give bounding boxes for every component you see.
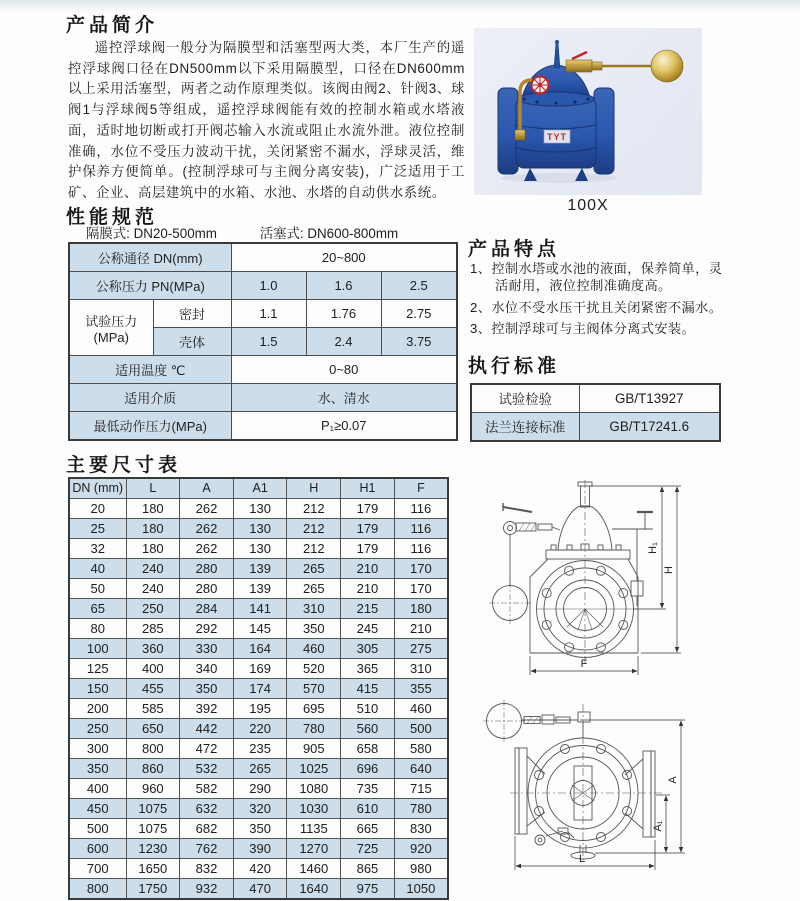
table-cell: 290 — [233, 779, 287, 799]
table-row — [69, 272, 457, 300]
table-cell: 510 — [341, 699, 395, 719]
table-cell: 696 — [341, 759, 395, 779]
table-row — [69, 579, 448, 599]
dim-label-l: L — [578, 853, 586, 865]
brand-label: TYT — [547, 132, 567, 142]
spec-value: 3.75 — [381, 328, 457, 356]
table-row — [69, 243, 457, 272]
table-cell: 682 — [180, 819, 234, 839]
table-cell: 210 — [341, 579, 395, 599]
table-row — [69, 679, 448, 699]
table-cell: 235 — [233, 739, 287, 759]
table-cell: 212 — [287, 519, 341, 539]
table-row — [69, 719, 448, 739]
table-cell: 65 — [69, 599, 126, 619]
table-cell: 340 — [180, 659, 234, 679]
photo-caption: 100X — [567, 197, 609, 214]
table-cell: 1270 — [287, 839, 341, 859]
table-cell: 650 — [126, 719, 180, 739]
table-cell: 640 — [394, 759, 448, 779]
table-cell: 262 — [180, 539, 234, 559]
table-row — [69, 519, 448, 539]
table-cell: 735 — [341, 779, 395, 799]
table-cell: 780 — [287, 719, 341, 739]
spec-label: 试验压力 (MPa) — [69, 300, 153, 356]
table-cell: 570 — [287, 679, 341, 699]
table-cell: 350 — [69, 759, 126, 779]
table-row — [69, 300, 457, 328]
column-header: F — [394, 478, 448, 499]
table-row — [69, 559, 448, 579]
table-cell: 390 — [233, 839, 287, 859]
table-cell: 1080 — [287, 779, 341, 799]
table-cell: 1640 — [287, 879, 341, 900]
table-cell: 130 — [233, 519, 287, 539]
table-cell: 179 — [341, 539, 395, 559]
table-cell: 1030 — [287, 799, 341, 819]
intro-paragraph: 遥控浮球阀一般分为隔膜型和活塞型两大类，本厂生产的遥控浮球阀口径在DN500mm以下采用隔膜型，口径在DN600mm以上采用活塞型，两者之动作原理类似。该阀由阀2、针阀3、球阀1与浮球阀5等组成，遥控浮球阀能有效的控制水箱或水塔液面，适时地切断或打开阀芯输入水流或阻止水流外泄。液位控制准确，水位不受压力波动干扰，关闭紧密不漏水，浮球灵活，维护保养方便简单。(控制浮球可与主阀分离安装)，广泛适用于工矿、企业、高层建筑中的水箱、水池、水塔的自动供水系统。 — [68, 40, 465, 200]
table-cell: 145 — [233, 619, 287, 639]
table-row — [69, 699, 448, 719]
table-row — [69, 539, 448, 559]
table-cell: 1750 — [126, 879, 180, 900]
table-cell: 1075 — [126, 819, 180, 839]
standard-value: GB/T17241.6 — [579, 413, 720, 442]
table-cell: 1460 — [287, 859, 341, 879]
table-cell: 280 — [180, 579, 234, 599]
spec-label: 公称通径 DN(mm) — [69, 243, 231, 272]
product-photo — [474, 28, 702, 195]
table-cell: 305 — [341, 639, 395, 659]
table-row — [69, 659, 448, 679]
table-cell: 980 — [394, 859, 448, 879]
dim-label-f: F — [580, 658, 588, 670]
table-cell: 580 — [394, 739, 448, 759]
spec-sublabel: 壳体 — [153, 328, 231, 356]
table-cell: 725 — [341, 839, 395, 859]
table-cell: 320 — [233, 799, 287, 819]
spec-value: 1.5 — [231, 328, 306, 356]
table-cell: 170 — [394, 579, 448, 599]
table-cell: 240 — [126, 579, 180, 599]
table-cell: 415 — [341, 679, 395, 699]
spec-value: 0~80 — [231, 356, 457, 384]
table-cell: 139 — [233, 559, 287, 579]
table-cell: 285 — [126, 619, 180, 639]
table-cell: 50 — [69, 579, 126, 599]
table-row — [69, 859, 448, 879]
table-cell: 600 — [69, 839, 126, 859]
table-cell: 532 — [180, 759, 234, 779]
table-cell: 500 — [69, 819, 126, 839]
column-header: H — [287, 478, 341, 499]
spec-value: 1.76 — [306, 300, 381, 328]
table-cell: 125 — [69, 659, 126, 679]
table-cell: 800 — [126, 739, 180, 759]
table-cell: 200 — [69, 699, 126, 719]
table-cell: 472 — [180, 739, 234, 759]
table-cell: 40 — [69, 559, 126, 579]
table-cell: 460 — [394, 699, 448, 719]
spec-value: 2.5 — [381, 272, 457, 300]
table-cell: 450 — [69, 799, 126, 819]
table-row — [69, 499, 448, 519]
spec-label: 公称压力 PN(MPa) — [69, 272, 231, 300]
table-row — [69, 739, 448, 759]
table-row — [69, 819, 448, 839]
table-cell: 130 — [233, 539, 287, 559]
table-cell: 179 — [341, 499, 395, 519]
table-cell: 240 — [126, 559, 180, 579]
table-cell: 715 — [394, 779, 448, 799]
table-cell: 212 — [287, 499, 341, 519]
spec-value: 2.75 — [381, 300, 457, 328]
table-cell: 695 — [287, 699, 341, 719]
table-cell: 610 — [341, 799, 395, 819]
table-cell: 455 — [126, 679, 180, 699]
spec-value: 1.6 — [306, 272, 381, 300]
table-cell: 265 — [287, 579, 341, 599]
table-row — [69, 639, 448, 659]
table-row — [69, 779, 448, 799]
table-cell: 932 — [180, 879, 234, 900]
table-cell: 212 — [287, 539, 341, 559]
dim-label-h: H — [663, 566, 675, 574]
table-cell: 265 — [233, 759, 287, 779]
table-cell: 180 — [126, 539, 180, 559]
table-cell: 139 — [233, 579, 287, 599]
table-cell: 275 — [394, 639, 448, 659]
table-cell: 762 — [180, 839, 234, 859]
table-cell: 330 — [180, 639, 234, 659]
table-cell: 920 — [394, 839, 448, 859]
spec-value: 1.0 — [231, 272, 306, 300]
spec-table — [68, 242, 458, 441]
standards-body — [471, 384, 720, 441]
table-cell: 355 — [394, 679, 448, 699]
column-header: L — [126, 478, 180, 499]
table-cell: 174 — [233, 679, 287, 699]
table-cell: 700 — [69, 859, 126, 879]
table-cell: 170 — [394, 559, 448, 579]
table-cell: 210 — [341, 559, 395, 579]
spec-sublabel: 密封 — [153, 300, 231, 328]
table-cell: 470 — [233, 879, 287, 900]
table-cell: 800 — [69, 879, 126, 900]
table-cell: 280 — [180, 559, 234, 579]
table-cell: 780 — [394, 799, 448, 819]
standard-label: 法兰连接标准 — [471, 413, 579, 442]
table-row — [69, 412, 457, 441]
table-header-row — [69, 478, 448, 499]
table-cell: 442 — [180, 719, 234, 739]
table-cell: 1050 — [394, 879, 448, 900]
table-cell: 658 — [341, 739, 395, 759]
features-list — [470, 261, 728, 343]
table-cell: 100 — [69, 639, 126, 659]
table-cell: 164 — [233, 639, 287, 659]
table-cell: 292 — [180, 619, 234, 639]
column-header: A1 — [233, 478, 287, 499]
table-row — [471, 413, 720, 442]
table-row — [69, 799, 448, 819]
top-view-drawing — [468, 690, 800, 901]
spec-value: 20~800 — [231, 243, 457, 272]
table-cell: 180 — [126, 519, 180, 539]
table-cell: 310 — [394, 659, 448, 679]
table-row — [69, 384, 457, 412]
table-cell: 180 — [394, 599, 448, 619]
table-cell: 365 — [341, 659, 395, 679]
table-cell: 215 — [341, 599, 395, 619]
table-cell: 116 — [394, 519, 448, 539]
table-row — [69, 839, 448, 859]
table-cell: 250 — [126, 599, 180, 619]
table-cell: 130 — [233, 499, 287, 519]
table-cell: 860 — [126, 759, 180, 779]
spec-type-diaphragm: 隔膜式: DN20-500mm — [86, 226, 217, 241]
table-cell: 360 — [126, 639, 180, 659]
table-cell: 500 — [394, 719, 448, 739]
table-cell: 180 — [126, 499, 180, 519]
spec-label: 最低动作压力(MPa) — [69, 412, 231, 441]
table-cell: 400 — [126, 659, 180, 679]
dim-label-a1: A₁ — [652, 820, 664, 832]
table-cell: 400 — [69, 779, 126, 799]
features-title: 产品特点 — [468, 239, 561, 260]
spec-value: 水、清水 — [231, 384, 457, 412]
table-cell: 960 — [126, 779, 180, 799]
table-row — [69, 599, 448, 619]
table-cell: 1025 — [287, 759, 341, 779]
table-cell: 350 — [233, 819, 287, 839]
table-cell: 460 — [287, 639, 341, 659]
table-row — [69, 879, 448, 900]
spec-value: 2.4 — [306, 328, 381, 356]
table-cell: 392 — [180, 699, 234, 719]
specs-title: 性能规范 — [66, 207, 159, 228]
table-cell: 262 — [180, 499, 234, 519]
intro-title: 产品简介 — [66, 15, 159, 36]
table-cell: 865 — [341, 859, 395, 879]
table-cell: 20 — [69, 499, 126, 519]
table-cell: 141 — [233, 599, 287, 619]
table-cell: 284 — [180, 599, 234, 619]
table-cell: 350 — [287, 619, 341, 639]
table-cell: 1135 — [287, 819, 341, 839]
table-cell: 262 — [180, 519, 234, 539]
table-cell: 265 — [287, 559, 341, 579]
table-cell: 520 — [287, 659, 341, 679]
table-cell: 80 — [69, 619, 126, 639]
table-cell: 632 — [180, 799, 234, 819]
table-cell: 975 — [341, 879, 395, 900]
standards-title: 执行标准 — [468, 356, 561, 377]
dim-label-h1: H₁ — [647, 542, 659, 554]
spec-value: P₁≥0.07 — [231, 412, 457, 441]
table-cell: 832 — [180, 859, 234, 879]
spec-subtitle — [86, 223, 398, 242]
feature-item: 3、控制浮球可与主阀体分离式安装。 — [470, 321, 696, 337]
dim-label-a: A — [667, 776, 679, 784]
table-cell: 560 — [341, 719, 395, 739]
table-cell: 150 — [69, 679, 126, 699]
standards-table — [470, 383, 721, 442]
table-cell: 245 — [341, 619, 395, 639]
spec-value: 1.1 — [231, 300, 306, 328]
table-cell: 250 — [69, 719, 126, 739]
dimensions-body — [69, 499, 448, 900]
feature-item: 1、控制水塔或水池的液面，保养简单，灵活耐用，液位控制准确度高。 — [470, 261, 723, 293]
table-cell: 25 — [69, 519, 126, 539]
valve-photo-illustration — [474, 28, 702, 195]
table-cell: 116 — [394, 499, 448, 519]
table-cell: 210 — [394, 619, 448, 639]
table-cell: 195 — [233, 699, 287, 719]
table-cell: 830 — [394, 819, 448, 839]
table-cell: 116 — [394, 539, 448, 559]
spec-label: 适用介质 — [69, 384, 231, 412]
table-cell: 1650 — [126, 859, 180, 879]
dimensions-title: 主要尺寸表 — [66, 455, 182, 476]
table-cell: 582 — [180, 779, 234, 799]
feature-item: 2、水位不受水压干扰且关闭紧密不漏水。 — [470, 299, 723, 315]
table-cell: 420 — [233, 859, 287, 879]
table-cell: 905 — [287, 739, 341, 759]
table-cell: 1230 — [126, 839, 180, 859]
dimensions-table — [68, 477, 449, 900]
spec-type-piston: 活塞式: DN600-800mm — [259, 226, 399, 241]
table-row — [69, 356, 457, 384]
float-ball — [651, 50, 683, 82]
table-cell: 32 — [69, 539, 126, 559]
table-cell: 585 — [126, 699, 180, 719]
table-row — [69, 759, 448, 779]
standard-value: GB/T13927 — [579, 384, 720, 413]
table-cell: 169 — [233, 659, 287, 679]
column-header: A — [180, 478, 234, 499]
spec-label: 适用温度 ℃ — [69, 356, 231, 384]
table-cell: 350 — [180, 679, 234, 699]
column-header: DN (mm) — [69, 478, 126, 499]
table-cell: 220 — [233, 719, 287, 739]
column-header: H1 — [341, 478, 395, 499]
table-cell: 1075 — [126, 799, 180, 819]
front-view-drawing — [474, 462, 800, 694]
standard-label: 试验检验 — [471, 384, 579, 413]
table-row — [471, 384, 720, 413]
table-row — [69, 619, 448, 639]
table-cell: 179 — [341, 519, 395, 539]
table-cell: 310 — [287, 599, 341, 619]
table-cell: 300 — [69, 739, 126, 759]
table-cell: 665 — [341, 819, 395, 839]
